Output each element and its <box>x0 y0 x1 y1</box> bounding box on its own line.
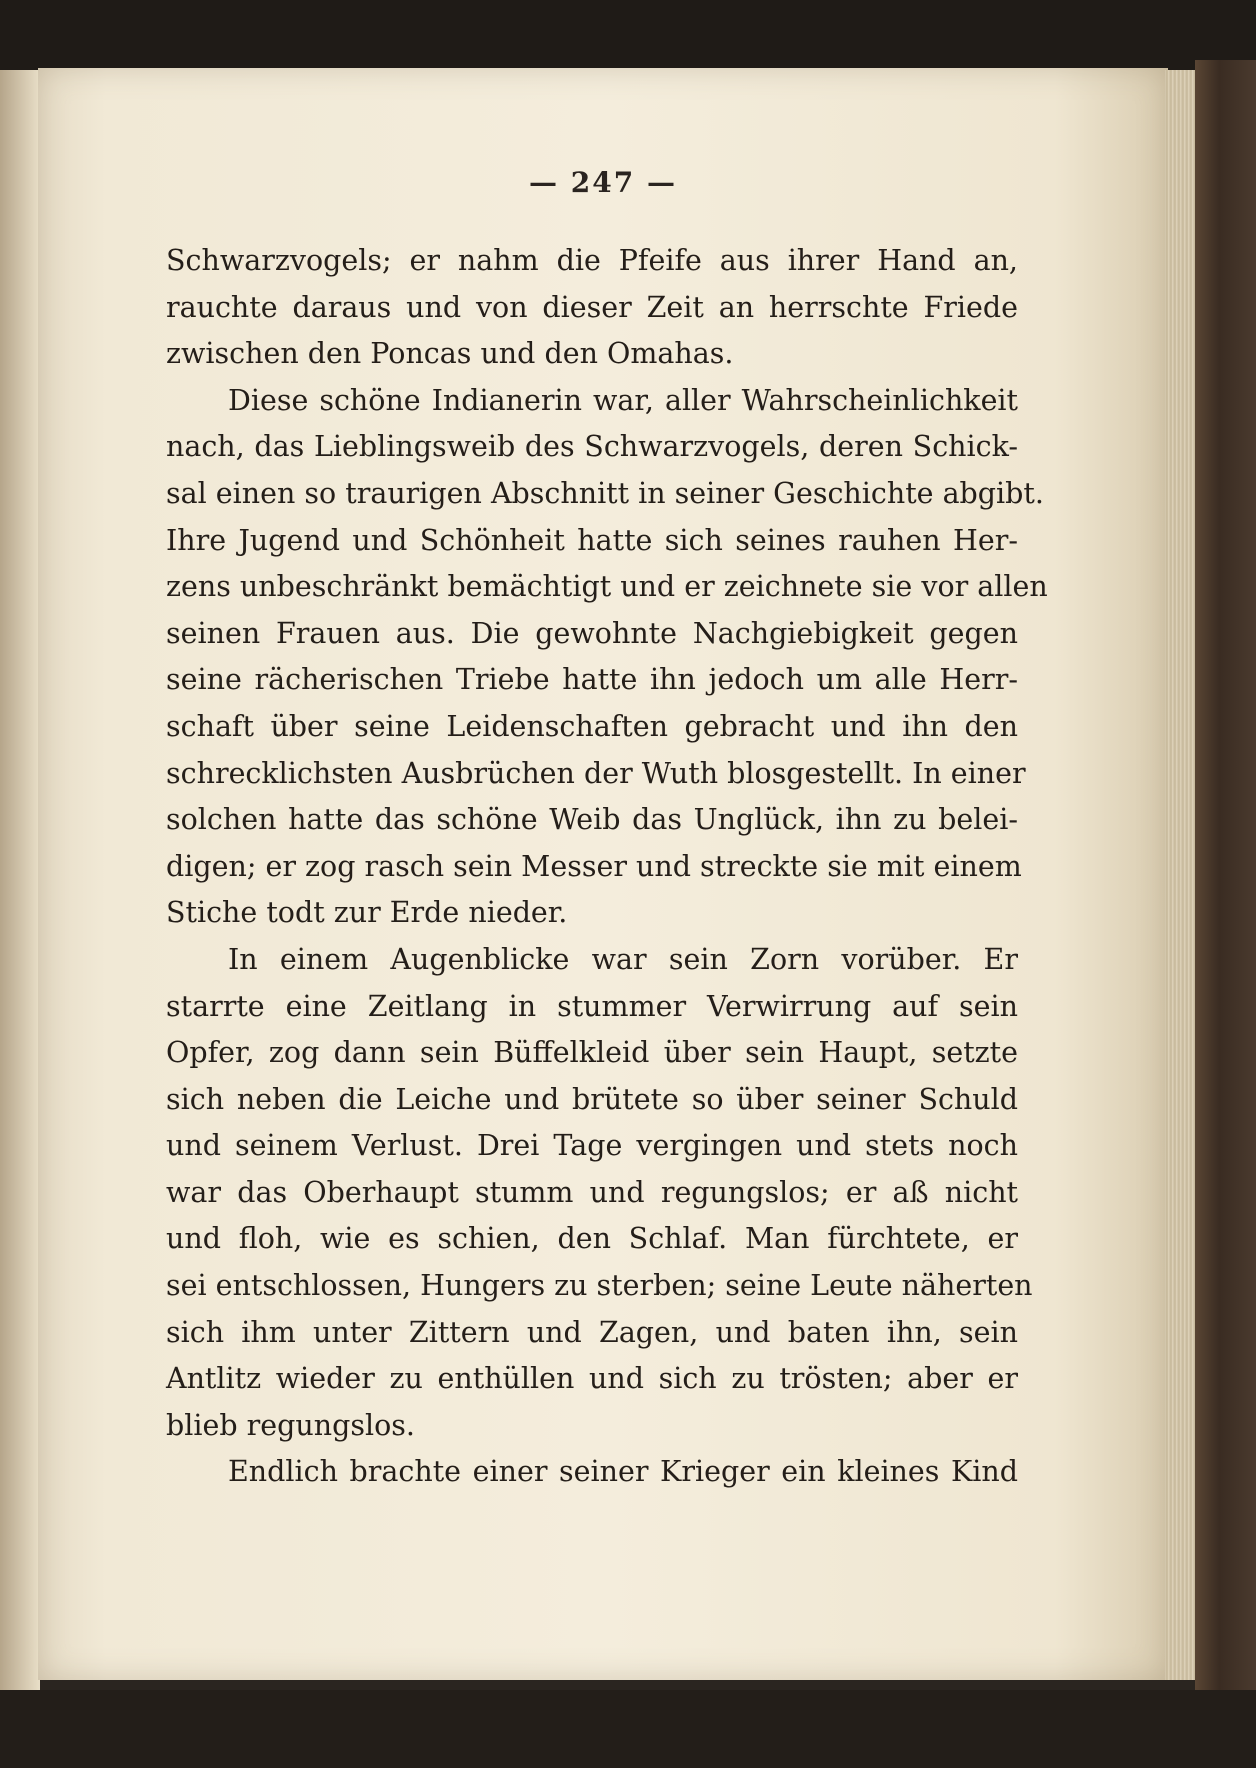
body-text <box>166 238 1048 1496</box>
text-line: sich ihm unter Zittern und Zagen, und baten ihn, sein <box>166 1315 1018 1349</box>
text-line: rauchte daraus und von dieser Zeit an herrschte Friede <box>166 290 1018 324</box>
book-cover-top <box>0 0 1256 70</box>
text-line: Antlitz wieder zu enthüllen und sich zu trösten; aber er <box>166 1362 1018 1396</box>
text-line: zwischen den Poncas und den Omahas. <box>166 337 734 371</box>
page-number: — 247 — <box>529 166 677 199</box>
paragraph-2 <box>166 378 1048 937</box>
text-line: und floh, wie es schien, den Schlaf. Man fürchtete, er <box>166 1222 1018 1256</box>
text-line: blieb regungslos. <box>166 1408 415 1442</box>
text-line: In einem Augenblicke war sein Zorn vorüber. Er <box>228 942 1018 976</box>
paragraph-4 <box>166 1449 1018 1496</box>
facing-page-edge <box>0 70 40 1690</box>
text-line: nach, das Lieblingsweib des Schwarzvogels, deren Schick- <box>166 430 1018 464</box>
text-line: Ihre Jugend und Schönheit hatte sich seines rauhen Her- <box>166 523 1018 557</box>
text-line: sei entschlossen, Hungers zu sterben; seine Leute näherten <box>166 1269 1033 1303</box>
text-line: seinen Frauen aus. Die gewohnte Nachgiebigkeit gegen <box>166 616 1018 650</box>
text-line: Endlich brachte einer seiner Krieger ein kleines Kind <box>228 1455 1018 1489</box>
text-line: schaft über seine Leidenschaften gebracht und ihn den <box>166 709 1018 743</box>
text-line: war das Oberhaupt stumm und regungslos; er aß nicht <box>166 1175 1018 1209</box>
text-line: Schwarzvogels; er nahm die Pfeife aus ihrer Hand an, <box>166 244 1018 277</box>
text-line: schrecklichsten Ausbrüchen der Wuth blosgestellt. In einer <box>166 756 1026 790</box>
text-line: digen; er zog rasch sein Messer und streckte sie mit einem <box>166 849 1022 883</box>
text-line: Opfer, zog dann sein Büffelkleid über sein Haupt, setzte <box>166 1036 1018 1070</box>
text-line: sich neben die Leiche und brütete so über seiner Schuld <box>166 1082 1018 1116</box>
paragraph-3 <box>166 937 1033 1450</box>
book-cover-board <box>1195 60 1256 1710</box>
text-line: Stiche todt zur Erde nieder. <box>166 896 568 930</box>
text-line: zens unbeschränkt bemächtigt und er zeichnete sie vor allen <box>166 570 1048 604</box>
book-cover-bottom <box>0 1690 1256 1768</box>
text-line: seine rächerischen Triebe hatte ihn jedoch um alle Herr- <box>166 663 1018 697</box>
text-line: starrte eine Zeitlang in stummer Verwirrung auf sein <box>166 989 1018 1023</box>
text-line: sal einen so traurigen Abschnitt in seiner Geschichte abgibt. <box>166 476 1044 510</box>
page-stack-edge <box>1165 70 1195 1680</box>
text-line: solchen hatte das schöne Weib das Unglück, ihn zu belei- <box>166 803 1018 837</box>
text-line: Diese schöne Indianerin war, aller Wahrscheinlichkeit <box>228 383 1018 417</box>
text-line: und seinem Verlust. Drei Tage vergingen und stets noch <box>166 1129 1018 1163</box>
paragraph-1 <box>166 238 1018 378</box>
